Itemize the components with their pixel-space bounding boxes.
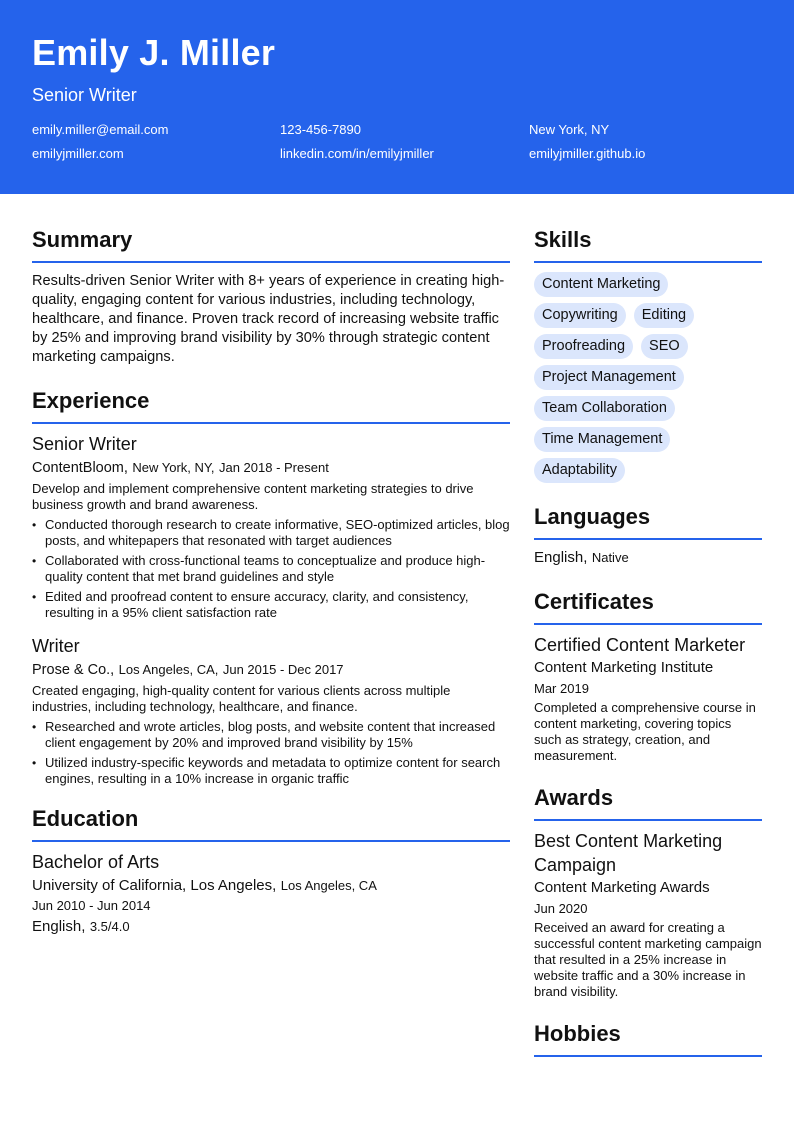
awards-heading: Awards	[534, 784, 762, 821]
job-bullets	[32, 719, 510, 787]
experience-heading: Experience	[32, 387, 510, 424]
right-column	[534, 226, 762, 1065]
certificates-heading: Certificates	[534, 588, 762, 625]
language-entry	[534, 548, 762, 568]
job-bullet: • Utilized industry-specific keywords and metadata to optimize content for search engines, resulting in a 10% increase in organic traffic	[32, 755, 510, 787]
contact-phone[interactable]: 123-456-7890	[280, 122, 361, 137]
education-dates: Jun 2010 - Jun 2014	[32, 898, 151, 913]
languages-heading: Languages	[534, 503, 762, 540]
award-description: Received an award for creating a successful content marketing campaign that resulted in a 25% increase in website traffic and a 30% increase in brand visibility.	[534, 920, 762, 999]
job-title: Senior Writer	[32, 434, 137, 454]
award-date: Jun 2020	[534, 901, 588, 916]
job-bullet: • Researched and wrote articles, blog posts, and website content that increased client engagement by 20% and improved brand visibility by 15%	[32, 719, 510, 751]
job-description: Created engaging, high-quality content for various clients across multiple industries, including technology, healthcare, and finance.	[32, 683, 451, 714]
resume-header	[0, 0, 794, 194]
skill-chip: Time Management	[534, 427, 670, 452]
job-bullets	[32, 517, 510, 621]
skill-chip: Team Collaboration	[534, 396, 675, 421]
education-field: English,	[32, 918, 86, 935]
job-dates: Jan 2018 - Present	[218, 460, 329, 475]
job-title: Writer	[32, 636, 80, 656]
certificate-description: Completed a comprehensive course in content marketing, covering topics such as strategy, creation, and measurement.	[534, 700, 756, 763]
job-meta	[32, 458, 510, 478]
left-column	[32, 226, 510, 937]
skill-chip: Proofreading	[534, 334, 633, 359]
language-name: English,	[534, 549, 588, 566]
skills-list	[534, 271, 762, 483]
job-description: Develop and implement comprehensive content marketing strategies to drive business growth and brand awareness.	[32, 481, 474, 512]
job-bullet: • Edited and proofread content to ensure accuracy, clarity, and consistency, resulting in a 95% client satisfaction rate	[32, 589, 510, 621]
award-issuer: Content Marketing Awards	[534, 879, 710, 896]
certificate-date: Mar 2019	[534, 681, 589, 696]
summary-section	[32, 226, 510, 367]
job-company: ContentBloom,	[32, 460, 128, 476]
education-degree: Bachelor of Arts	[32, 852, 160, 872]
job-bullet: • Conducted thorough research to create informative, SEO-optimized articles, blog posts, and whitepapers that resonated with target audiences	[32, 517, 510, 549]
contact-email[interactable]: emily.miller@email.com	[32, 122, 169, 137]
job-bullet: • Collaborated with cross-functional teams to conceptualize and produce high-quality content that met brand guidelines and style	[32, 553, 510, 585]
summary-text: Results-driven Senior Writer with 8+ years of experience in creating high-quality, engaging content for various industries, including technology, healthcare, and finance. Proven track record of increasing website traffic by 25% and improving brand visibility by 30% through strategic content marketing campaigns.	[32, 273, 505, 365]
job-entry	[32, 635, 510, 787]
skill-chip: Content Marketing	[534, 272, 668, 297]
skill-chip: Adaptability	[534, 458, 625, 483]
contact-linkedin[interactable]: linkedin.com/in/emilyjmiller	[280, 146, 434, 161]
education-school-line	[32, 876, 510, 896]
job-entry	[32, 433, 510, 621]
contact-github[interactable]: emilyjmiller.github.io	[529, 146, 646, 161]
contact-website[interactable]: emilyjmiller.com	[32, 146, 124, 161]
hobbies-heading: Hobbies	[534, 1020, 762, 1057]
languages-section	[534, 503, 762, 568]
education-school: University of California, Los Angeles,	[32, 877, 277, 894]
job-location: New York, NY,	[132, 460, 215, 475]
job-meta	[32, 660, 510, 680]
awards-section	[534, 784, 762, 1000]
candidate-name: Emily J. Miller	[32, 32, 276, 73]
candidate-role: Senior Writer	[32, 85, 137, 105]
skill-chip: SEO	[641, 334, 688, 359]
certificate-name: Certified Content Marketer	[534, 635, 746, 655]
certificate-issuer: Content Marketing Institute	[534, 659, 714, 676]
skills-heading: Skills	[534, 226, 762, 263]
award-name: Best Content Marketing Campaign	[534, 831, 723, 875]
skills-section	[534, 226, 762, 483]
job-company: Prose & Co.,	[32, 662, 115, 678]
skill-chip: Editing	[634, 303, 694, 328]
certificates-section	[534, 588, 762, 764]
skill-chip: Copywriting	[534, 303, 626, 328]
experience-section	[32, 387, 510, 787]
education-heading: Education	[32, 805, 510, 842]
education-grade: 3.5/4.0	[89, 919, 130, 934]
education-location: Los Angeles, CA	[280, 878, 377, 893]
contact-location: New York, NY	[529, 122, 610, 137]
education-grade-line	[32, 917, 510, 937]
skill-chip: Project Management	[534, 365, 684, 390]
job-location: Los Angeles, CA,	[118, 662, 219, 677]
summary-heading: Summary	[32, 226, 510, 263]
job-dates: Jun 2015 - Dec 2017	[222, 662, 344, 677]
hobbies-section	[534, 1020, 762, 1057]
education-section	[32, 805, 510, 937]
language-level: Native	[591, 550, 629, 565]
